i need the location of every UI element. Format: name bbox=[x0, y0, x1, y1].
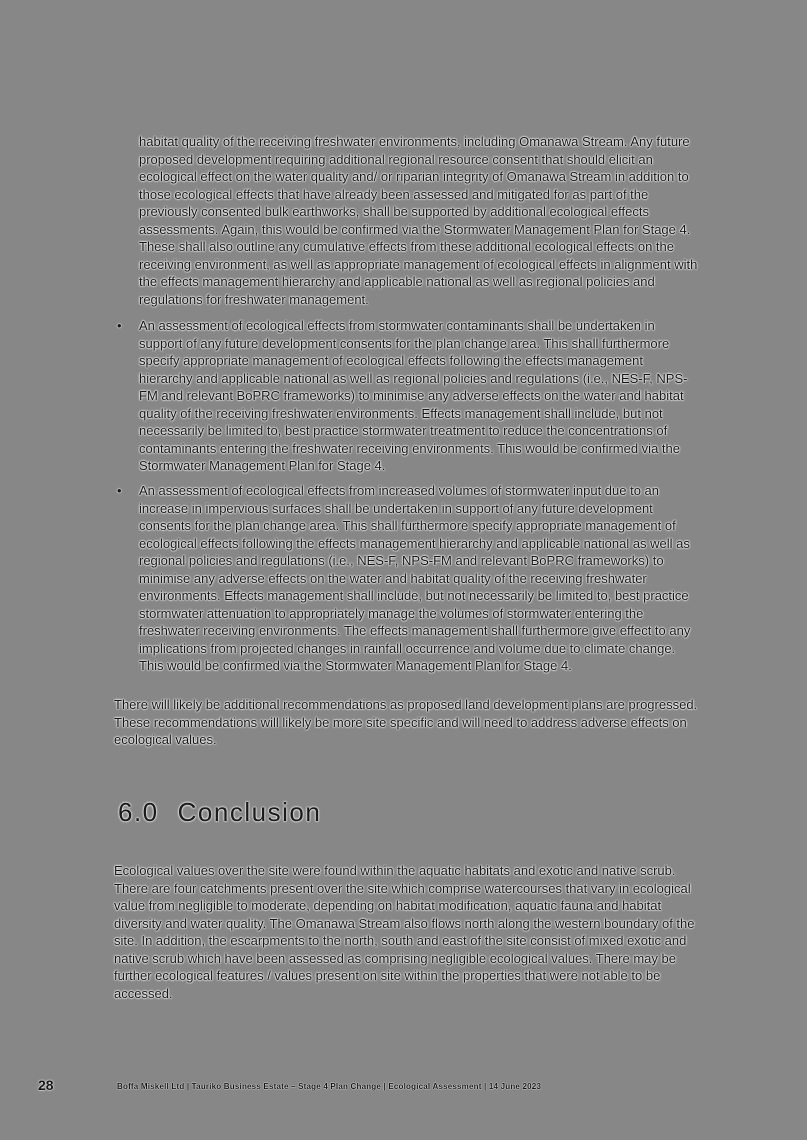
section-heading-number: 6.0 bbox=[118, 797, 159, 827]
footer-document-title: Boffa Miskell Ltd | Tauriko Business Estate – Stage 4 Plan Change | Ecological Assessment | 14 June 2023 bbox=[117, 1082, 542, 1091]
paragraph-continuation: habitat quality of the receiving freshwater environments, including Omanawa Stream. Any future proposed development requiring additional regional resource consent that should elicit an ecological effect on the water quality and/ or riparian integrity of Omanawa Stream in addition to those ecological effects that have already been assessed and mitigated for as part of the previously consented bulk earthworks, shall be supported by additional ecological effects assessments. Again, this would be confirmed via the Stormwater Management Plan for Stage 4. These shall also outline any cumulative effects from these additional ecological effects on the receiving environment, as well as appropriate management of ecological effects in alignment with the effects management hierarchy and applicable national as well as regional policies and regulations for freshwater management. bbox=[139, 134, 698, 307]
bullet-text: An assessment of ecological effects from stormwater contaminants shall be undertaken in support of any future development consents for the plan change area. This shall furthermore specify appropriate management of ecological effects following the effects management hierarchy and applicable national as well as regional policies and regulations (i.e., NES-F, NPS-FM and relevant BoPRC frameworks) to minimise any adverse effects on the water and habitat quality of the receiving freshwater environments. Effects management shall include, but not necessarily be limited to, best practice stormwater treatment to reduce the concentrations of contaminants entering the freshwater receiving environments. This would be confirmed via the Stormwater Management Plan for Stage 4. bbox=[139, 318, 688, 473]
bullet-icon: • bbox=[117, 483, 122, 498]
bullet-icon: • bbox=[117, 318, 122, 333]
section-heading-title: Conclusion bbox=[177, 797, 322, 827]
paragraph-conclusion: Ecological values over the site were found within the aquatic habitats and exotic and native scrub. There are four catchments present over the site which comprise watercourses that vary in ecological value from negligible to moderate, depending on habitat modification, aquatic fauna and habitat diversity and water quality. The Omanawa Stream also flows north along the western boundary of the site. In addition, the escarpments to the north, south and east of the site consist of mixed exotic and native scrub which have been assessed as comprising negligible ecological values. There may be further ecological features / values present on site within the properties that were not able to be accessed. bbox=[114, 863, 695, 1001]
section-heading bbox=[118, 795, 321, 829]
footer-page-number: 28 bbox=[38, 1077, 54, 1093]
bullet-item-stormwater-contaminants bbox=[117, 317, 699, 475]
paragraph-recommendations: There will likely be additional recommendations as proposed land development plans are progressed. These recommendations will likely be more site specific and will need to address adverse effects on ecological values. bbox=[114, 697, 698, 747]
bullet-item-stormwater-volumes bbox=[117, 482, 699, 675]
bullet-text: An assessment of ecological effects from increased volumes of stormwater input due to an increase in impervious surfaces shall be undertaken in support of any future development consents for the plan change area. This shall furthermore specify appropriate management of ecological effects following the effects management hierarchy and applicable national as well as regional policies and regulations (i.e., NES-F, NPS-FM and relevant BoPRC frameworks) to minimise any adverse effects on the water and habitat quality of the receiving freshwater environments. Effects management shall include, but not necessarily be limited to, best practice stormwater attenuation to appropriately manage the volumes of stormwater entering the freshwater receiving environments. The effects management shall furthermore give effect to any implications from projected changes in rainfall occurrence and volume due to climate change. This would be confirmed via the Stormwater Management Plan for Stage 4. bbox=[139, 483, 691, 673]
